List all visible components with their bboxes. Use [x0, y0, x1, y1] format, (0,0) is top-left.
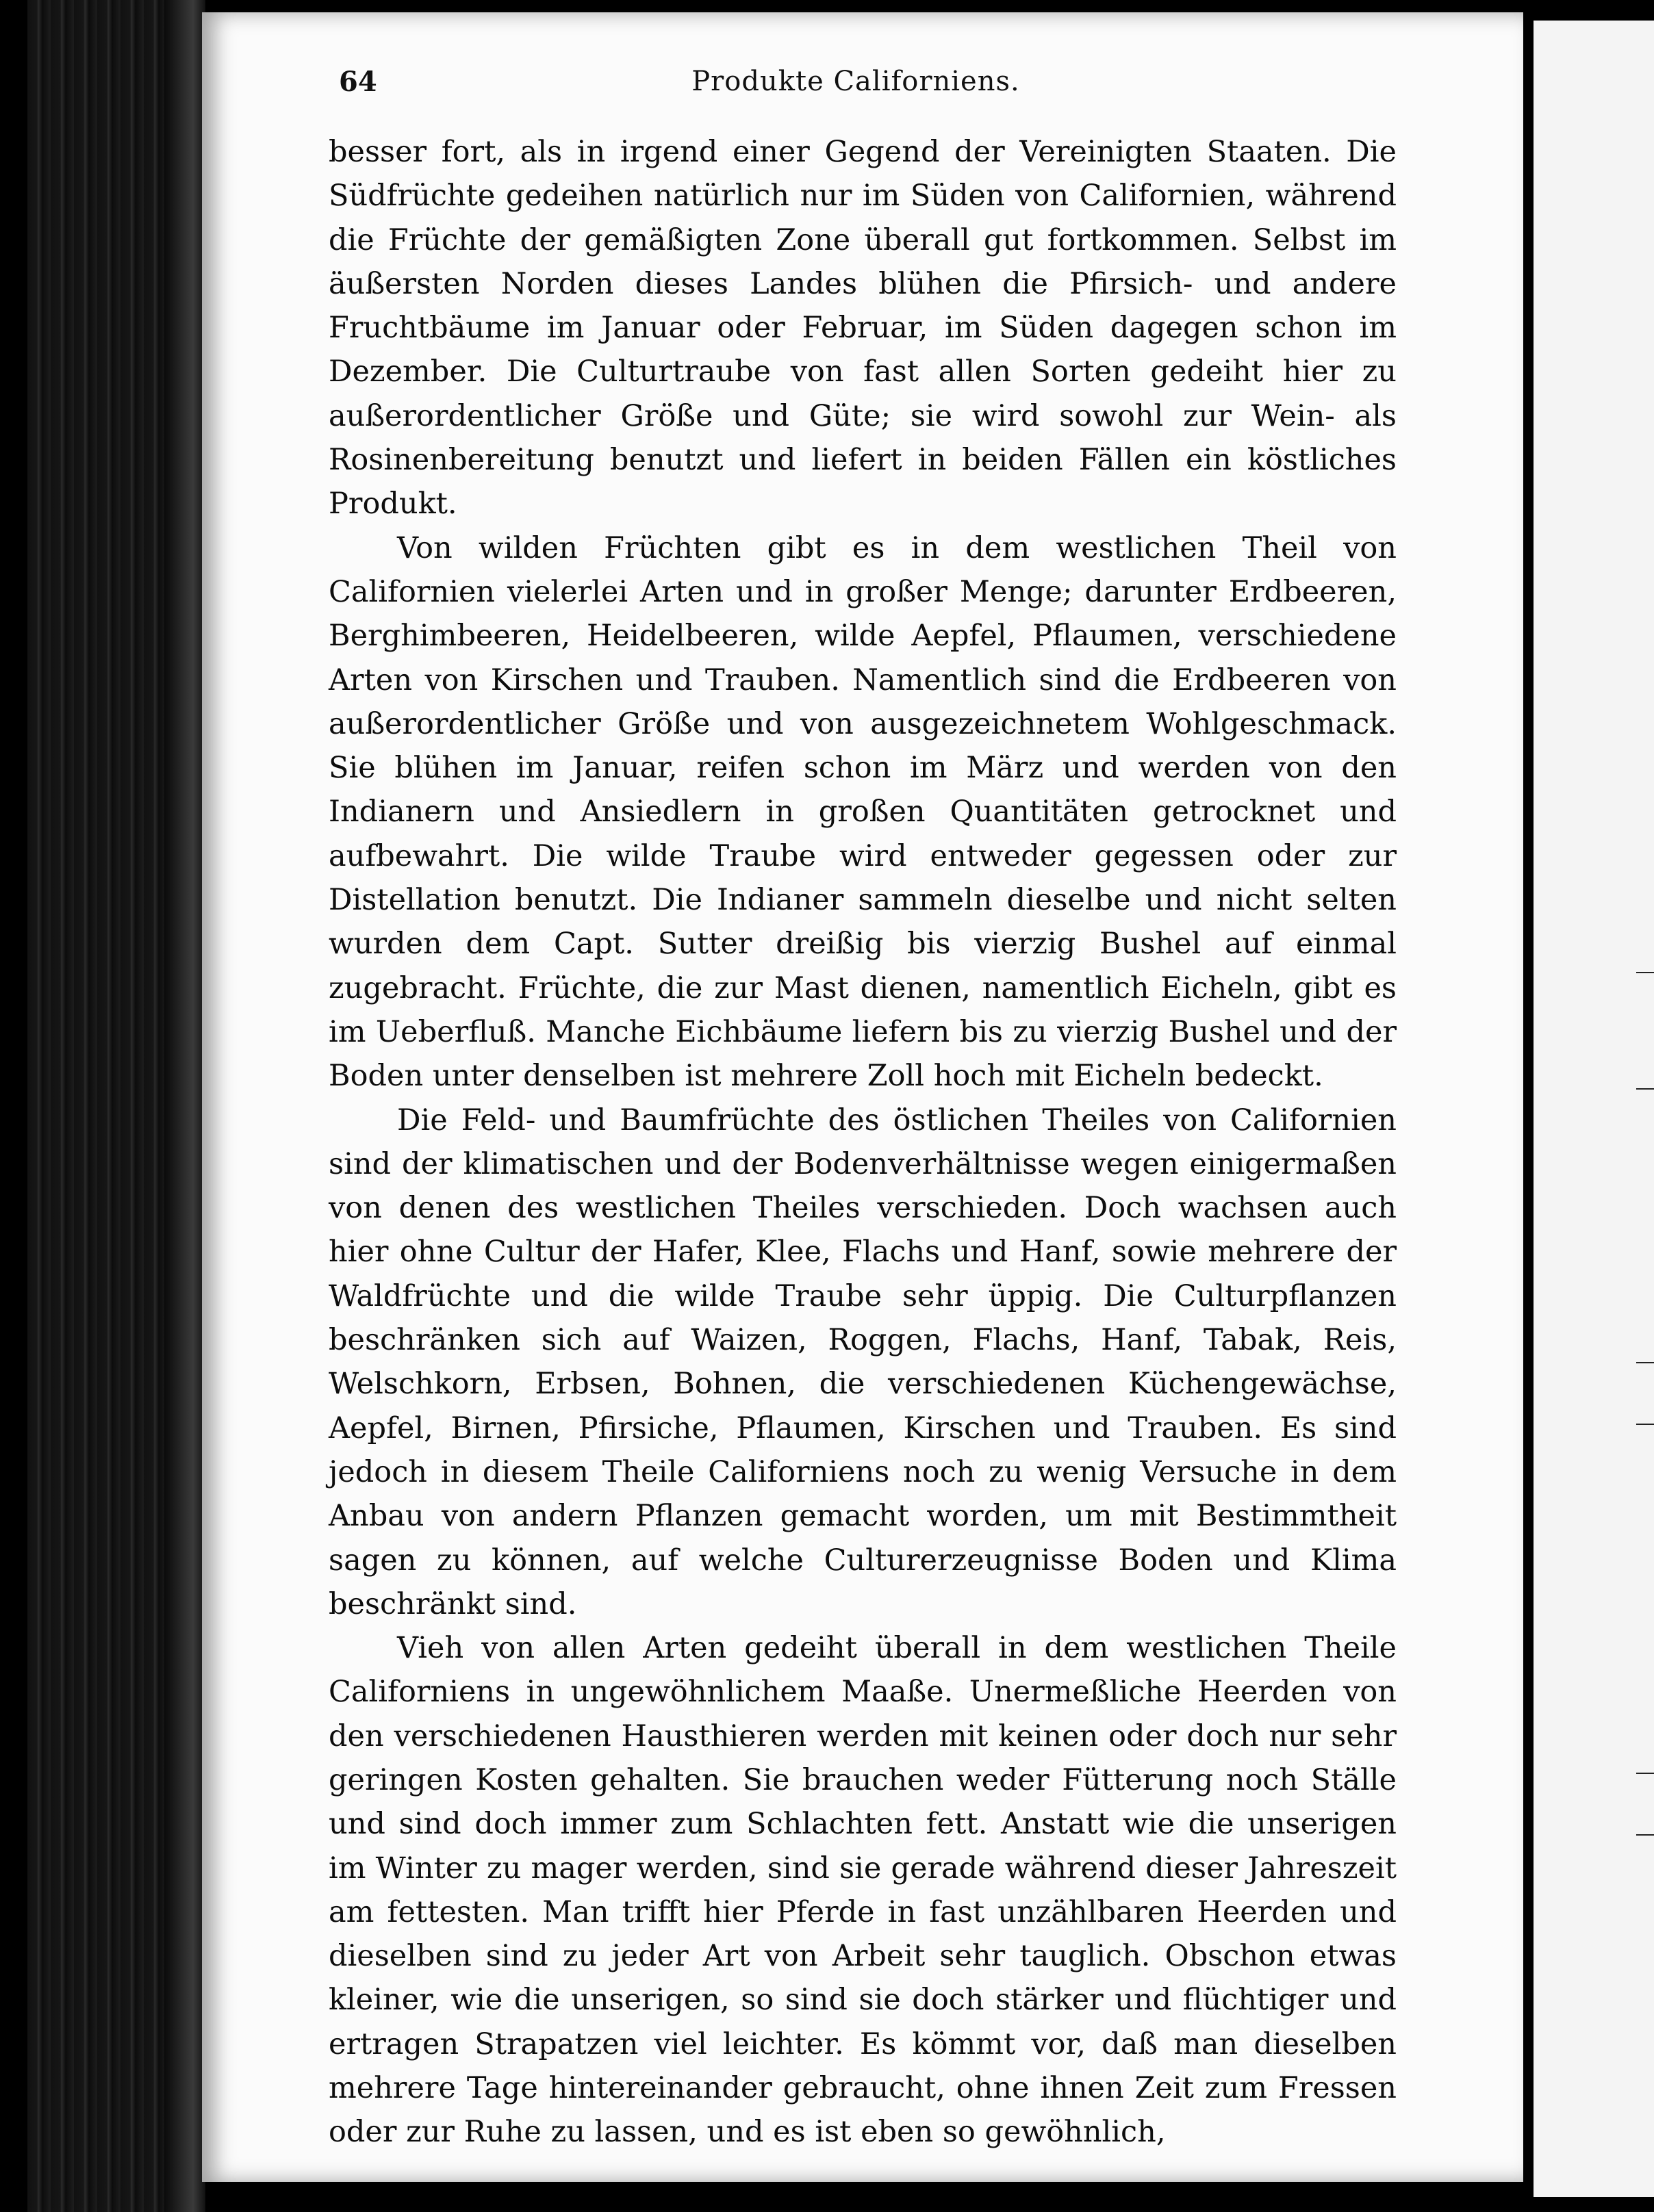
paragraph-3: Die Feld- und Baumfrüchte des östlichen Theiles von Californien sind der klimatischen und der Bodenverhältnisse wegen einigermaßen von denen des westlichen Theiles verschieden. Doch wachsen auch hier ohne Cultur der Hafer, Klee, Flachs und Hanf, sowie mehrere der Waldfrüchte und die wilde Traube sehr üppig. Die Culturpflanzen beschränken sich auf Waizen, Roggen, Flachs, Hanf, Tabak, Reis, Welschkorn, Erbsen, Bohnen, die verschiedenen Küchengewächse, Aepfel, Birnen, Pfirsiche, Pflaumen, Kirschen und Trauben. Es sind jedoch in diesem Theile Californiens noch zu wenig Versuche in dem Anbau von andern Pflanzen gemacht worden, um mit Bestimmtheit sagen zu können, auf welche Culturerzeugnisse Boden und Klima beschränkt sind. [329, 1103, 1397, 1621]
paragraph-4: Vieh von allen Arten gedeiht überall in dem westlichen Theile Californiens in ungewöhnlichem Maaße. Unermeßliche Heerden von den verschiedenen Hausthieren werden mit keinen oder doch nur sehr geringen Kosten gehalten. Sie brauchen weder Fütterung noch Ställe und sind doch immer zum Schlachten fett. Anstatt wie die unserigen im Winter zu mager werden, sind sie gerade während dieser Jahreszeit am fettesten. Man trifft hier Pferde in fast unzählbaren Heerden und dieselben sind zu jeder Art von Arbeit sehr tauglich. Obschon etwas kleiner, wie die unserigen, so sind sie doch stärker und flüchtiger und ertragen Strapatzen viel leichter. Es kömmt vor, daß man dieselben mehrere Tage hintereinander gebraucht, ohne ihnen Zeit zum Fressen oder zur Ruhe zu lassen, und es ist eben so gewöhnlich, [329, 1631, 1397, 2150]
facing-page-text-fragment [1636, 1424, 1654, 1425]
paragraph-1: besser fort, als in irgend einer Gegend der Vereinigten Staaten. Die Südfrüchte gedeihen natürlich nur im Süden von Californien, während die Früchte der gemäßigten Zone überall gut fortkommen. Selbst im äußersten Norden dieses Landes blühen die Pfirsich- und andere Fruchtbäume im Januar oder Februar, im Süden dagegen schon im Dezember. Die Culturtraube von fast allen Sorten gedeiht hier zu außerordentlicher Größe und Güte; sie wird sowohl zur Wein- als Rosinenbereitung benutzt und liefert in beiden Fällen ein köstliches Produkt. [329, 135, 1397, 522]
page-number: 64 [339, 66, 377, 98]
facing-page-text-fragment [1636, 1773, 1654, 1774]
page-header [339, 66, 1373, 114]
book-gutter [164, 0, 205, 2212]
facing-page-text-fragment [1636, 1362, 1654, 1363]
facing-page-text-fragment [1636, 1834, 1654, 1836]
facing-page-text-fragment [1636, 972, 1654, 973]
body-text [329, 130, 1397, 2155]
running-title: Produkte Californiens. [691, 66, 1020, 97]
paragraph-2: Von wilden Früchten gibt es in dem westlichen Theil von Californien vielerlei Arten und in großer Menge; darunter Erdbeeren, Berghimbeeren, Heidelbeeren, wilde Aepfel, Pflaumen, verschiedene Arten von Kirschen und Trauben. Namentlich sind die Erdbeeren von außerordentlicher Größe und von ausgezeichnetem Wohlgeschmack. Sie blühen im Januar, reifen schon im März und werden von den Indianern und Ansiedlern in großen Quantitäten getrocknet und aufbewahrt. Die wilde Traube wird entweder gegessen oder zur Distellation benutzt. Die Indianer sammeln dieselbe und nicht selten wurden dem Capt. Sutter dreißig bis vierzig Bushel auf einmal zugebracht. Früchte, die zur Mast dienen, namentlich Eicheln, gibt es im Ueberfluß. Manche Eichbäume liefern bis zu vierzig Bushel und der Boden unter denselben ist mehrere Zoll hoch mit Eicheln bedeckt. [329, 530, 1397, 1094]
book-page [202, 12, 1523, 2182]
facing-page-edge [1534, 21, 1654, 2197]
facing-page-text-fragment [1636, 1088, 1654, 1090]
